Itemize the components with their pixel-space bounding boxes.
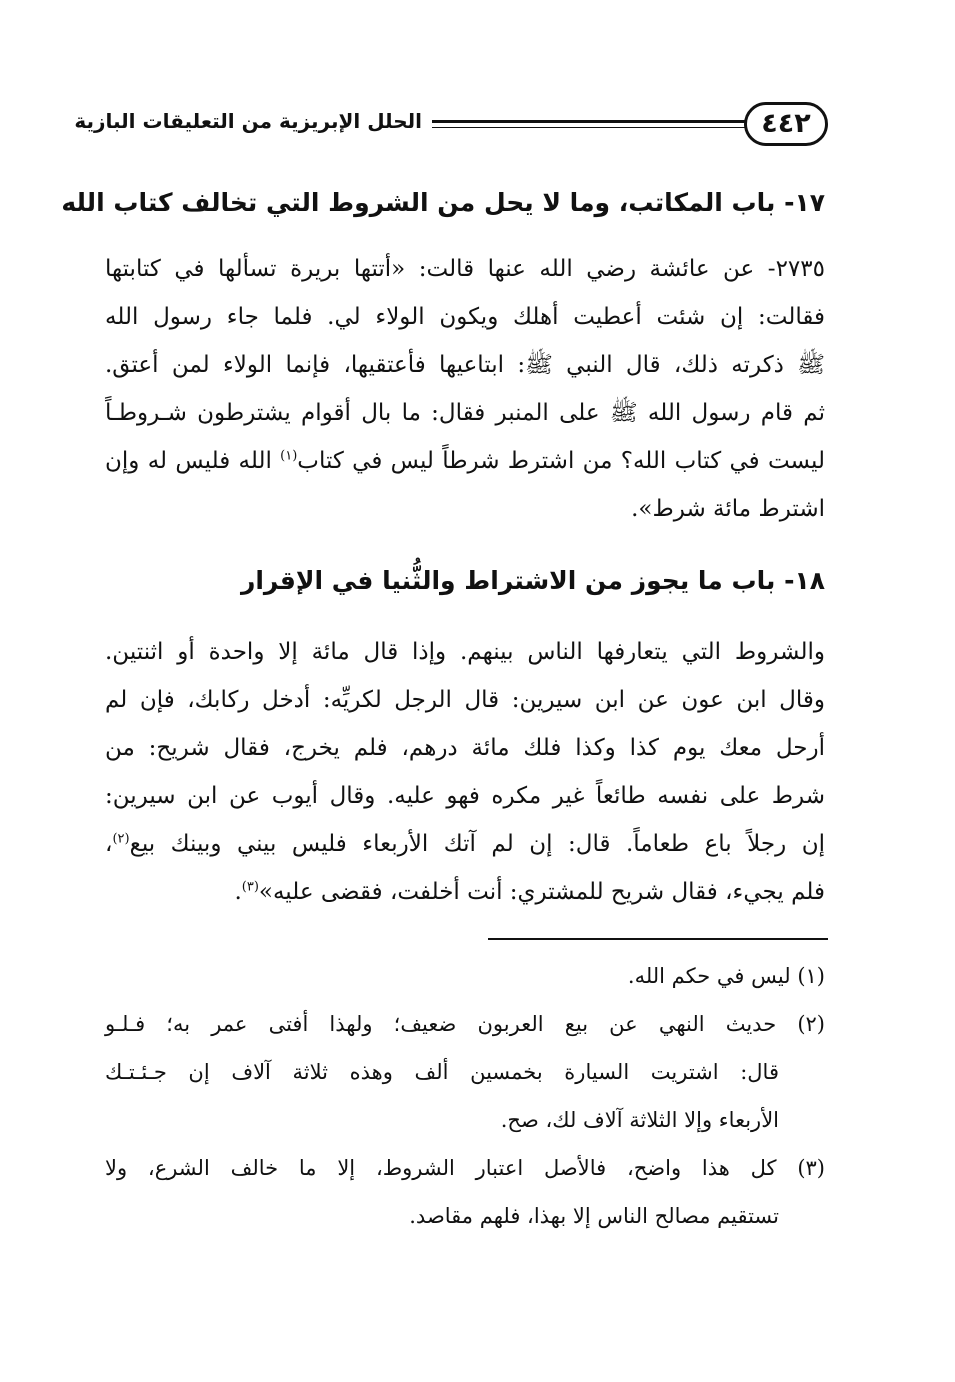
running-title: الحلل الإبريزية من التعليقات البازية <box>74 109 422 133</box>
text-line: شرط على نفسه طائعاً غير مكره فهو عليه. وقال أيوب عن ابن سيرين: <box>105 783 825 809</box>
text-line: ثم قام رسول الله ﷺ على المنبر فقال: ما بال أقوام يشترطون شـروطـاً <box>105 400 825 426</box>
section-paragraph <box>105 628 825 916</box>
section-heading-18: ١٨- باب ما يجوز من الاشتراط والثُّنيا في الإقرار <box>240 566 825 595</box>
footnote-3 <box>105 1144 825 1240</box>
text-line <box>105 868 825 916</box>
footnote-line: (٣) كل هذا واضح، فالأصل اعتبار الشروط، إلا ما خالف الشرع، ولا <box>105 1156 825 1180</box>
text-line: ٢٧٣٥- عن عائشة رضي الله عنها قالت: «أتتها بريرة تسألها في كتابتها <box>105 256 825 282</box>
footnote-line: الأربعاء وإلا الثلاثة آلاف لك، صح. <box>500 1108 779 1132</box>
text-span: ، <box>105 831 113 857</box>
text-span: الله فليس له وإن <box>105 448 281 474</box>
text-line: ﷺ ذكرته ذلك، قال النبي ﷺ: ابتاعيها فأعتقيها، فإنما الولاء لمن أعتق. <box>105 352 825 378</box>
text-span: . <box>234 879 242 905</box>
section-heading-17: ١٧- باب المكاتب، وما لا يحل من الشروط التي تخالف كتاب الله <box>61 188 825 217</box>
header-rule-thin <box>432 127 746 128</box>
text-line <box>105 437 825 485</box>
footnote-1 <box>105 952 825 1000</box>
text-line: أرحل معك يوم كذا وكذا فلك مائة درهم، فلم يخرج، فقال شريح: من <box>105 735 825 761</box>
hadith-paragraph <box>105 245 825 533</box>
text-line: اشترط مائة شرط». <box>631 496 825 522</box>
footnote-ref-3[interactable]: (٣) <box>241 879 259 895</box>
page-number-badge: ٤٤٢ <box>744 102 828 146</box>
text-line <box>105 820 825 868</box>
footnote-divider <box>488 938 828 940</box>
footnotes <box>105 952 825 1240</box>
footnote-line: قال: اشتريت السيارة بخمسين ألف وهذه ثلاثة آلاف إن جـئـتـك <box>105 1060 779 1084</box>
text-line: والشروط التي يتعارفها الناس بينهم. وإذا قال مائة إلا واحدة أو اثنتين. <box>105 639 825 665</box>
text-span: إن رجلاً باع طعاماً. قال: إن لم آتك الأربعاء فليس بيني وبينك بيع <box>129 831 825 857</box>
footnote-line: تستقيم مصالح الناس إلا بهذا، فلهم مقاصد. <box>409 1204 779 1228</box>
text-span: فلم يجيء، فقال شريح للمشتري: أنت أخلفت، فقضى عليه» <box>258 879 825 905</box>
footnote-ref-2[interactable]: (٢) <box>112 831 130 847</box>
text-span: ليست في كتاب الله؟ من اشترط شرطاً ليس في كتاب <box>297 448 825 474</box>
footnote-ref-1[interactable]: (١) <box>280 448 298 464</box>
footnote-line: (١) ليس في حكم الله. <box>627 964 825 988</box>
footnote-2 <box>105 1000 825 1144</box>
page-header <box>74 100 828 154</box>
text-line: وقال ابن عون عن ابن سيرين: قال الرجل لكريِّه: أدخل ركابك، فإن لم <box>105 687 825 713</box>
footnote-line: (٢) حديث النهي عن بيع العربون ضعيف؛ ولهذا أفتى عمر به؛ فـلـو <box>105 1012 825 1036</box>
header-rule <box>432 120 746 123</box>
text-line: فقالت: إن شئت أعطيت أهلك ويكون الولاء لي. فلما جاء رسول الله <box>105 304 825 330</box>
